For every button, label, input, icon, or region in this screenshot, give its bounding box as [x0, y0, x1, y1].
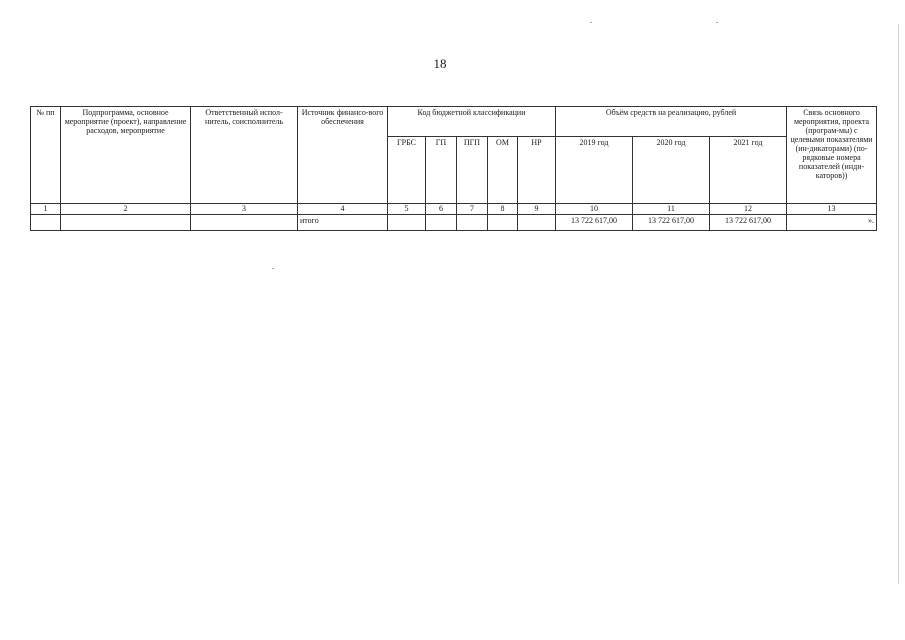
header-link: Связь основного мероприятия, проекта (програм-мы) с целевыми показателями (ин-дикаторами) (по-рядковые номера показателей (инди-каторов)) — [787, 107, 877, 204]
total-cell-empty — [426, 215, 457, 231]
closing-quote: ». — [787, 215, 877, 231]
header-source: Источник финансо-вого обеспечения — [298, 107, 388, 204]
header-2019: 2019 год — [556, 136, 633, 203]
header-no: № пп — [31, 107, 61, 204]
header-om: ОМ — [488, 136, 518, 203]
total-row — [31, 215, 877, 231]
total-cell-empty — [31, 215, 61, 231]
scan-speck — [590, 22, 592, 23]
total-cell-empty — [518, 215, 556, 231]
column-number-row — [31, 204, 877, 215]
column-number: 13 — [787, 204, 877, 215]
header-gp: ГП — [426, 136, 457, 203]
column-number: 3 — [191, 204, 298, 215]
total-cell-empty — [457, 215, 488, 231]
column-number: 8 — [488, 204, 518, 215]
header-grbs: ГРБС — [388, 136, 426, 203]
total-cell-empty — [191, 215, 298, 231]
total-label: итого — [298, 215, 388, 231]
budget-table — [30, 106, 877, 231]
total-cell-empty — [388, 215, 426, 231]
column-number: 1 — [31, 204, 61, 215]
scan-speck — [272, 268, 274, 269]
total-cell-empty — [488, 215, 518, 231]
header-row-1 — [31, 107, 877, 137]
header-subprogram: Подпрограмма, основное мероприятие (проект), направление расходов, мероприятие — [61, 107, 191, 204]
header-pgp: ПГП — [457, 136, 488, 203]
scan-edge-line — [898, 24, 899, 584]
header-volume: Объём средств на реализацию, рублей — [556, 107, 787, 137]
column-number: 11 — [633, 204, 710, 215]
column-number: 2 — [61, 204, 191, 215]
total-cell-empty — [61, 215, 191, 231]
total-2020-value: 13 722 617,00 — [633, 215, 710, 231]
scan-speck — [716, 22, 718, 23]
total-2019-value: 13 722 617,00 — [556, 215, 633, 231]
header-2021: 2021 год — [710, 136, 787, 203]
column-number: 10 — [556, 204, 633, 215]
column-number: 5 — [388, 204, 426, 215]
column-number: 4 — [298, 204, 388, 215]
header-executor: Ответственный испол-нитель, соисполнитель — [191, 107, 298, 204]
column-number: 12 — [710, 204, 787, 215]
total-2021-value: 13 722 617,00 — [710, 215, 787, 231]
header-nr: НР — [518, 136, 556, 203]
page-number: 18 — [433, 56, 447, 71]
column-number: 9 — [518, 204, 556, 215]
header-2020: 2020 год — [633, 136, 710, 203]
column-number: 7 — [457, 204, 488, 215]
header-budget-code: Код бюджетной классификации — [388, 107, 556, 137]
column-number: 6 — [426, 204, 457, 215]
